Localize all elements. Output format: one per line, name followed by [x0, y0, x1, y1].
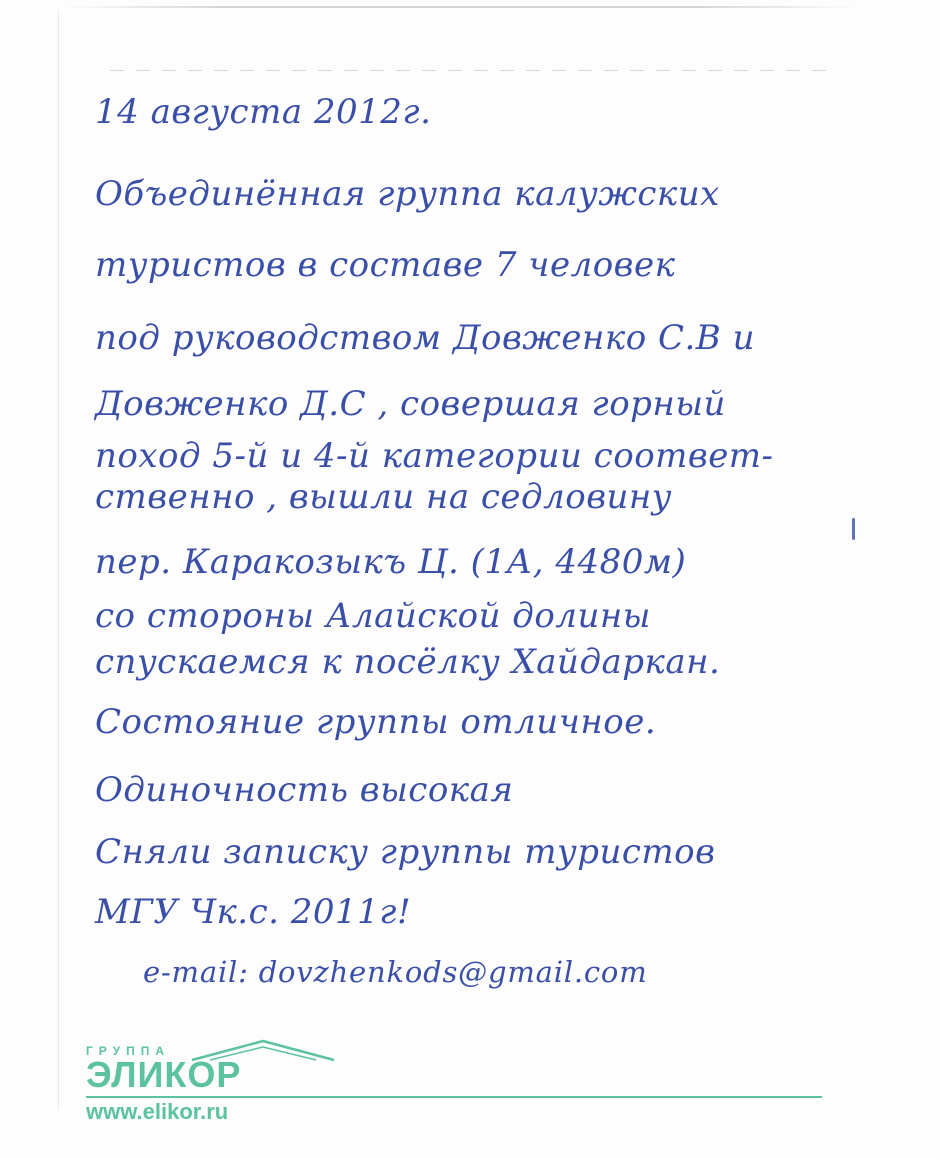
note-line: Состояние группы отличное.: [95, 702, 657, 742]
note-line: под руководством Довженко С.В и: [95, 318, 755, 358]
handwritten-note: [95, 92, 885, 1012]
note-line: Довженко Д.С , совершая горный: [95, 384, 726, 424]
note-line: со стороны Алайской долины: [95, 596, 651, 636]
paper-top-edge: [60, 6, 860, 8]
logo-wordmark: ЭЛИКОР: [86, 1054, 242, 1095]
note-line-email: e-mail: dovzhenkods@gmail.com: [143, 955, 648, 989]
note-line: Сняли записку группы туристов: [95, 832, 716, 872]
note-line: туристов в составе 7 человек: [95, 245, 676, 285]
note-line: поход 5-й и 4-й категории соответ-: [95, 436, 774, 476]
paper-left-edge: [58, 10, 59, 1110]
logo-group-label: ГРУППА: [86, 1044, 171, 1058]
ink-mark: [852, 518, 855, 540]
note-line: МГУ Чк.с. 2011г!: [95, 892, 412, 932]
logo-url: www.elikor.ru: [86, 1099, 229, 1124]
note-line-date: 14 августа 2012г.: [95, 92, 432, 132]
elikor-logo: [86, 1038, 826, 1128]
note-line: ственно , вышли на седловину: [95, 477, 673, 517]
note-line: спускаемся к посёлку Хайдаркан.: [95, 642, 721, 682]
note-line: пер. Каракозыкъ Ц. (1А, 4480м): [95, 542, 687, 582]
faint-ruled-line: [110, 70, 830, 71]
note-line: Объединённая группа калужских: [95, 174, 720, 214]
note-line: Одиночность высокая: [95, 770, 514, 810]
